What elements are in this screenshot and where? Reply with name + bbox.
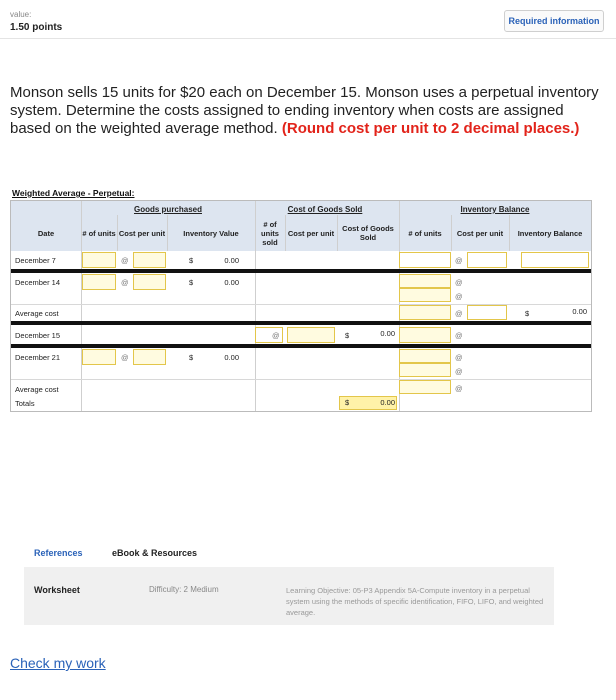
group-goods-purchased: Goods purchased (133, 205, 202, 214)
at-symbol: @ (272, 331, 280, 340)
col-cogs-cost-per-unit: Cost per unit (287, 228, 335, 238)
references-panel (24, 567, 554, 625)
row-label-dec15: December 15 (15, 331, 61, 340)
dec21-cost-input[interactable] (133, 349, 166, 365)
avg1-inv-units-input[interactable] (399, 305, 451, 320)
dollar-sign: $ (345, 331, 350, 340)
dec14-cost-input[interactable] (133, 274, 166, 290)
col-cost-of-goods-sold: Cost of Goods Sold (342, 224, 394, 242)
dec7-inv-cost-input[interactable] (467, 252, 507, 268)
at-symbol: @ (121, 353, 129, 362)
dec14-inv-units-2[interactable] (399, 288, 451, 302)
avg2-inv-units-input[interactable] (399, 380, 451, 394)
avg1-inv-cost-input[interactable] (467, 305, 507, 320)
weighted-average-table (10, 200, 592, 412)
dec7-inventory-value: 0.00 (224, 256, 239, 265)
dec14-units-input[interactable] (82, 274, 116, 290)
dec21-inv-units-2[interactable] (399, 363, 451, 377)
dec15-cogs-cost-input[interactable] (287, 327, 335, 343)
points-value: 1.50 points (10, 22, 63, 33)
col-inv-cost-per-unit: Cost per unit (456, 228, 504, 238)
tab-ebook-resources[interactable]: eBook & Resources (112, 548, 198, 558)
col-units: # of units (82, 228, 116, 238)
at-symbol: @ (121, 256, 129, 265)
at-symbol: @ (455, 367, 463, 376)
check-my-work-link[interactable]: Check my work (10, 655, 106, 671)
row-label-dec14: December 14 (15, 278, 61, 287)
at-symbol: @ (121, 278, 129, 287)
at-symbol: @ (455, 353, 463, 362)
tab-references[interactable]: References (34, 548, 83, 558)
dec7-units-input[interactable] (82, 252, 116, 268)
row-label-dec21: December 21 (15, 353, 61, 362)
col-cost-per-unit: Cost per unit (118, 228, 166, 238)
group-inventory-balance: Inventory Balance (460, 205, 530, 214)
col-date: Date (37, 228, 55, 238)
at-symbol: @ (455, 256, 463, 265)
row-label-dec7: December 7 (15, 256, 56, 265)
dollar-sign: $ (189, 353, 194, 362)
totals-cogs: 0.00 (380, 398, 395, 407)
difficulty-label: Difficulty: 2 Medium (149, 585, 219, 594)
at-symbol: @ (455, 331, 463, 340)
row-label-avg2: Average cost (15, 385, 59, 394)
top-bar (0, 0, 616, 39)
col-inv-units: # of units (408, 228, 442, 238)
group-cost-of-goods-sold: Cost of Goods Sold (287, 205, 363, 214)
required-information-button[interactable]: Required information (504, 10, 604, 32)
dec15-inv-units-input[interactable] (399, 327, 451, 343)
col-inventory-balance: Inventory Balance (517, 228, 583, 238)
dec7-cost-input[interactable] (133, 252, 166, 268)
row-label-totals: Totals (15, 399, 35, 408)
question-body: Monson sells 15 units for $20 each on December 15. Monson uses a perpetual inventory system. Determine the costs assigned to ending inventory when costs are assigned based on the weighted average method. (10, 84, 599, 137)
dec21-units-input[interactable] (82, 349, 116, 365)
col-inventory-value: Inventory Value (183, 228, 239, 238)
at-symbol: @ (455, 292, 463, 301)
dollar-sign: $ (189, 278, 194, 287)
row-label-avg1: Average cost (15, 309, 59, 318)
dollar-sign: $ (189, 256, 194, 265)
learning-objective: Learning Objective: 05-P3 Appendix 5A-Compute inventory in a perpetual system using the methods of specific identification, FIFO, LIFO, and weighted average. (286, 586, 544, 617)
dec15-cogs: 0.00 (380, 329, 395, 338)
question-text (10, 84, 608, 138)
dec21-inv-units-1[interactable] (399, 349, 451, 363)
avg1-inventory-balance: 0.00 (572, 307, 587, 316)
dec21-inventory-value: 0.00 (224, 353, 239, 362)
rounding-instruction: (Round cost per unit to 2 decimal places.) (281, 120, 580, 137)
value-label: value: (10, 10, 32, 19)
dec7-inv-units-input[interactable] (399, 252, 451, 268)
worksheet-label: Worksheet (34, 585, 80, 595)
at-symbol: @ (455, 384, 463, 393)
dollar-sign: $ (345, 398, 350, 407)
at-symbol: @ (455, 278, 463, 287)
col-units-sold: # of units sold (261, 219, 279, 247)
dec14-inv-units-1[interactable] (399, 274, 451, 288)
dec7-inv-balance-input[interactable] (521, 252, 589, 268)
at-symbol: @ (455, 309, 463, 318)
dec14-inventory-value: 0.00 (224, 278, 239, 287)
worksheet-title: Weighted Average - Perpetual: (12, 188, 135, 198)
dollar-sign: $ (525, 309, 530, 318)
